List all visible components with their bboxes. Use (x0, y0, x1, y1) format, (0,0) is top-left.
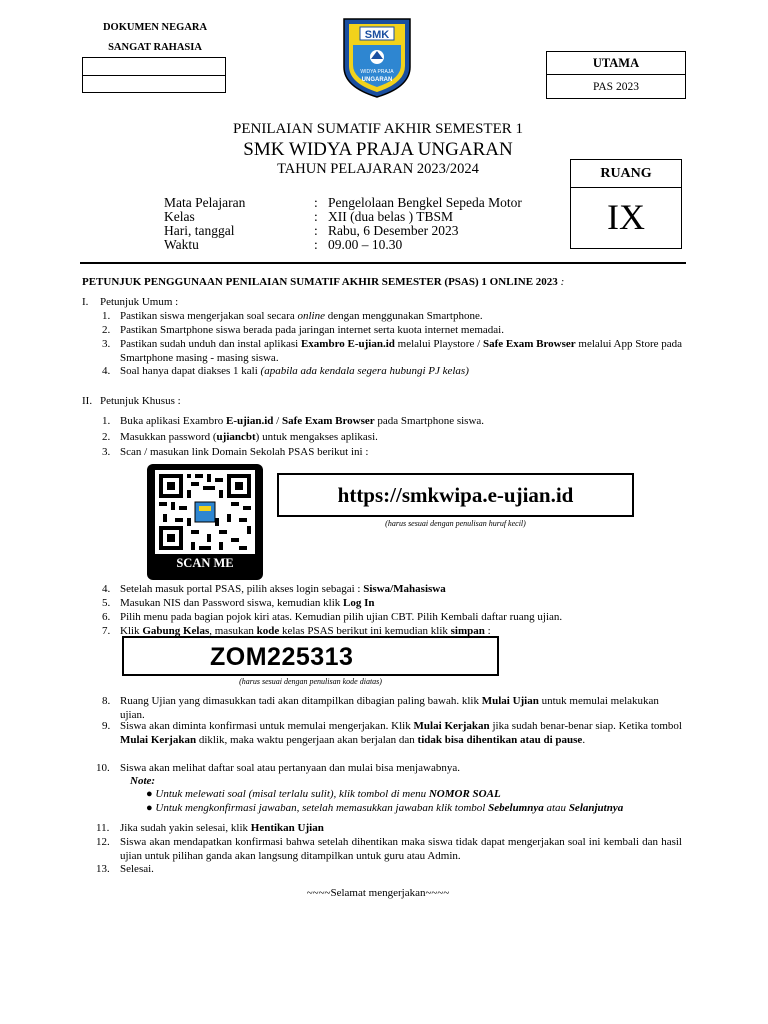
scan-me-label: SCAN ME (176, 556, 234, 570)
info-key: Mata Pelajaran (164, 195, 246, 210)
list-number: 2. (102, 324, 111, 336)
doc-label-line1: DOKUMEN NEGARA (102, 22, 208, 33)
url-box (277, 473, 634, 517)
list-item: Masukan NIS dan Password siswa, kemudian klik Log In (120, 597, 375, 609)
instructions-heading: PETUNJUK PENGGUNAAN PENILAIAN SUMATIF AKHIR SEMESTER (PSAS) 1 ONLINE 2023 : (82, 276, 565, 288)
list-item: Setelah masuk portal PSAS, pilih akses login sebagai : Siswa/Mahasiswa (120, 583, 446, 595)
info-value: Rabu, 6 Desember 2023 (328, 223, 459, 238)
list-item: Soal hanya dapat diakses 1 kali (apabila ada kendala segera hubungi PJ kelas) (120, 365, 469, 377)
info-row (164, 196, 522, 210)
list-number: 9. (102, 720, 111, 732)
info-row (164, 224, 522, 238)
note-item: ● Untuk mengkonfirmasi jawaban, setelah memasukkan jawaban klik tombol Sebelumnya atau Selanjutnya (146, 802, 624, 814)
doc-label-line2: SANGAT RAHASIA (108, 42, 202, 53)
document-classification (80, 18, 230, 58)
school-logo-icon (338, 15, 416, 99)
qr-code-icon (155, 470, 255, 554)
info-key: Kelas (164, 209, 195, 224)
note-item: ● Untuk melewati soal (misal terlalu sulit), klik tombol di menu NOMOR SOAL (146, 788, 501, 800)
list-number: 3. (102, 446, 111, 458)
list-number: 3. (102, 338, 111, 350)
list-item: Scan / masukan link Domain Sekolah PSAS berikut ini : (120, 446, 369, 458)
svg-text:UNGARAN: UNGARAN (361, 77, 393, 83)
school-name: SMK WIDYA PRAJA UNGARAN (243, 139, 513, 160)
info-key: Waktu (164, 237, 199, 252)
list-number: 13. (96, 863, 110, 875)
class-code[interactable]: ZOM225313 (210, 643, 354, 671)
list-item: Selesai. (120, 863, 154, 875)
info-sep: : (314, 223, 318, 238)
qr-code (155, 470, 255, 554)
exam-year-label: PAS 2023 (593, 81, 639, 93)
closing-message: ~~~~Selamat mengerjakan~~~~ (306, 887, 450, 899)
section-number: II. (82, 395, 93, 407)
blank-box-row (83, 76, 225, 93)
list-item: Siswa akan melihat daftar soal atau pertanyaan dan mulai bisa menjawabnya. (120, 762, 460, 774)
list-number: 2. (102, 431, 111, 443)
school-logo (338, 15, 416, 99)
list-item: Buka aplikasi Exambro E-ujian.id / Safe Exam Browser pada Smartphone siswa. (120, 415, 485, 427)
section-number: I. (82, 296, 89, 308)
exam-type-box (546, 51, 686, 99)
list-item: Pilih menu pada bagian pojok kiri atas. Kemudian pilih ujian CBT. Pilih Kembali daftar ruang ujian. (120, 611, 563, 623)
bullet-icon: ● (146, 788, 153, 800)
blank-box-row (83, 58, 225, 76)
academic-year: TAHUN PELAJARAN 2023/2024 (277, 161, 479, 177)
bullet-icon: ● (146, 802, 153, 814)
url-note: (harus sesuai dengan penulisan huruf kecil) (385, 519, 526, 528)
list-item: Pastikan siswa mengerjakan soal secara online dengan menggunakan Smartphone. (120, 310, 483, 322)
list-item: Ruang Ujian yang dimasukkan tadi akan ditampilkan dibagian paling bawah. klik Mulai Ujian untuk memulai melakukan ujian. (120, 695, 659, 721)
exam-title: PENILAIAN SUMATIF AKHIR SEMESTER 1 (232, 121, 524, 137)
svg-text:WIDYA PRAJA: WIDYA PRAJA (360, 69, 394, 75)
room-number: IX (607, 197, 645, 237)
list-number: 10. (96, 762, 110, 774)
list-item: Siswa akan mendapatkan konfirmasi bahwa setelah dihentikan maka siswa tidak dapat mengerjakan soal ini kembali dan hasil ujian untuk pilihan ganda akan langsung ditampilkan untuk guru atau Admin. (120, 836, 682, 862)
list-number: 4. (102, 365, 111, 377)
class-code-box (122, 636, 499, 676)
header-divider (80, 262, 686, 264)
room-label: RUANG (571, 160, 681, 188)
list-number: 11. (96, 822, 110, 834)
list-number: 5. (102, 597, 111, 609)
list-number: 4. (102, 583, 111, 595)
list-item: Jika sudah yakin selesai, klik Hentikan Ujian (120, 822, 324, 834)
list-item: Masukkan password (ujiancbt) untuk mengakses aplikasi. (120, 431, 378, 443)
info-sep: : (314, 237, 318, 252)
info-row (164, 238, 522, 252)
list-item: Siswa akan diminta konfirmasi untuk memulai mengerjakan. Klik Mulai Kerjakan jika sudah benar-benar siap. Ketika tombol Mulai Kerjakan diklik, maka waktu pengerjaan akan berjalan dan tidak bisa dihentikan atau di pause. (120, 720, 682, 746)
section-title-specific: Petunjuk Khusus : (100, 395, 181, 407)
blank-box (82, 57, 226, 93)
exam-type-label: UTAMA (547, 52, 685, 75)
info-key: Hari, tanggal (164, 223, 235, 238)
info-value: 09.00 – 10.30 (328, 237, 403, 252)
room-box (570, 159, 682, 249)
list-item: Klik Gabung Kelas, masukan kode kelas PSAS berikut ini kemudian klik simpan : (120, 625, 491, 637)
list-number: 1. (102, 310, 111, 322)
list-number: 8. (102, 695, 111, 707)
list-number: 1. (102, 415, 111, 427)
svg-text:SMK: SMK (364, 29, 390, 41)
code-note: (harus sesuai dengan penulisan kode diatas) (239, 677, 382, 686)
info-sep: : (314, 209, 318, 224)
exam-url[interactable]: https://smkwipa.e-ujian.id (337, 483, 574, 507)
list-item: Pastikan sudah unduh dan instal aplikasi Exambro E-ujian.id melalui Playstore / Safe Exam Browser melalui App Store pada Smartphone masing - masing siswa. (120, 338, 683, 364)
section-title-general: Petunjuk Umum : (100, 296, 179, 308)
info-row (164, 210, 522, 224)
info-sep: : (314, 195, 318, 210)
list-number: 7. (102, 625, 111, 637)
info-value: XII (dua belas ) TBSM (328, 209, 453, 224)
exam-info-table (164, 196, 522, 252)
list-number: 6. (102, 611, 111, 623)
list-number: 12. (96, 836, 110, 848)
qr-code-card (147, 464, 263, 580)
info-value: Pengelolaan Bengkel Sepeda Motor (328, 195, 522, 210)
list-item: Pastikan Smartphone siswa berada pada jaringan internet serta kuota internet memadai. (120, 324, 504, 336)
note-label: Note: (130, 775, 156, 787)
